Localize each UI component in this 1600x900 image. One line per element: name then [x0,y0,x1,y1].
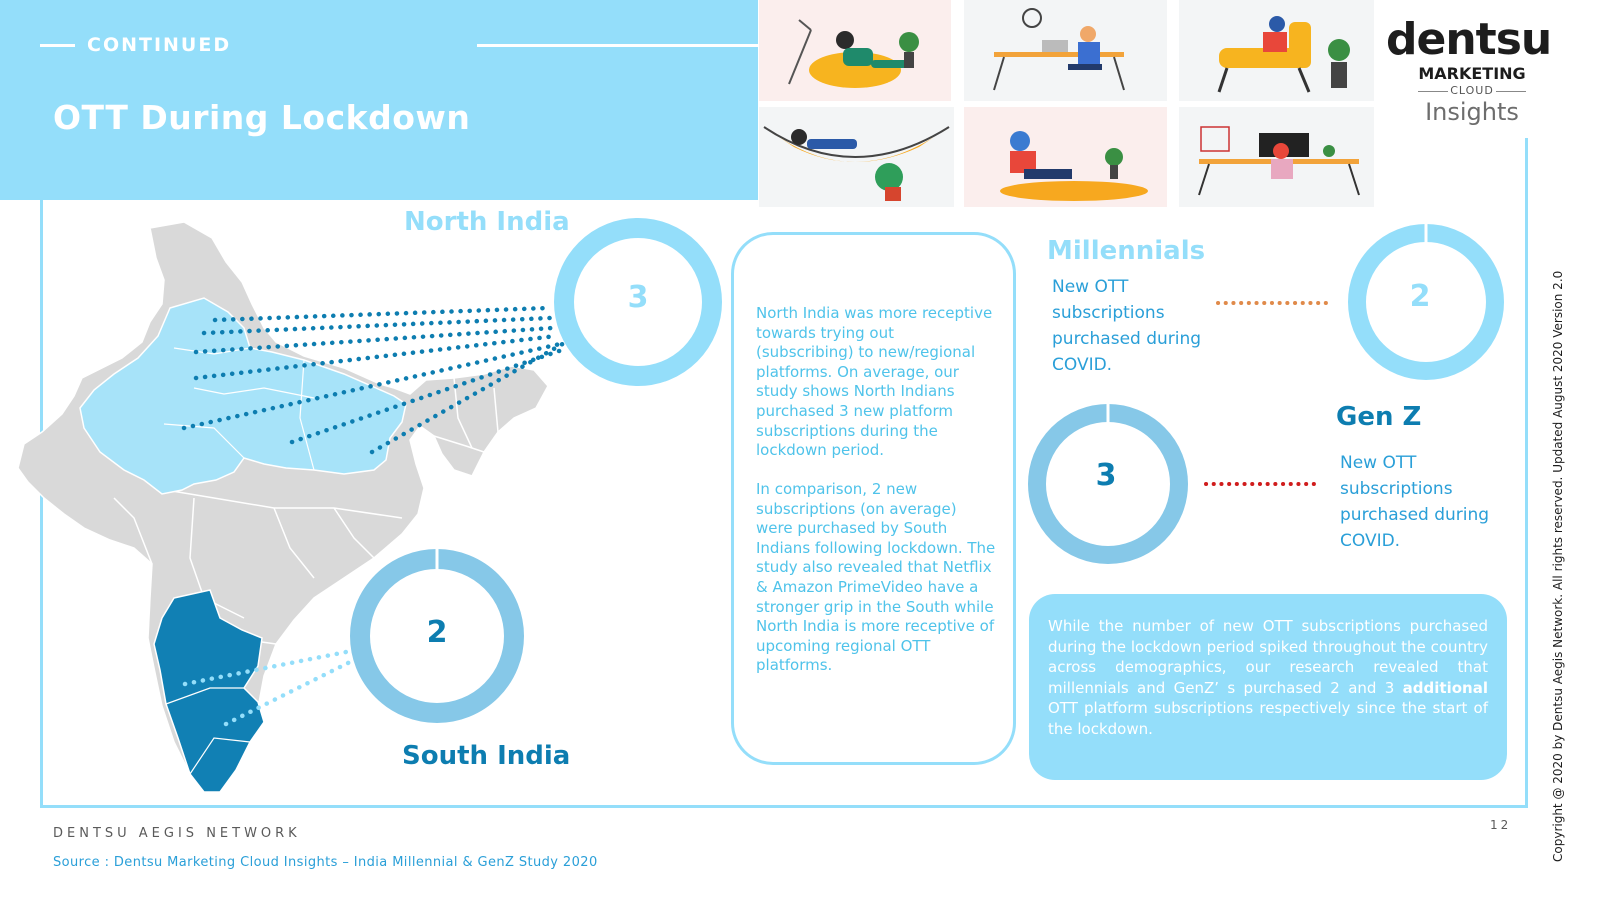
footer-source: Source : Dentsu Marketing Cloud Insights – India Millennial & GenZ Study 2020 [53,855,598,870]
frame-right [1525,138,1528,808]
summary-text-bold: additional [1402,678,1488,697]
copyright-notice: Copyright @ 2020 by Dentsu Aegis Network. All rights reserved. Updated August 2020 Version 2.0 [1551,270,1565,862]
genz-connector [1200,477,1326,491]
illustration-rug-reader [964,107,1167,207]
logo-insights: Insights [1425,98,1519,126]
genz-value: 3 [1095,458,1117,493]
frame-bottom [40,805,1528,808]
millennials-title: Millennials [1047,236,1206,266]
south-india-value: 2 [426,615,448,650]
north-india-value: 3 [627,280,649,315]
logo-marketing: MARKETING [1418,64,1526,83]
genz-subtitle: New OTT subscriptions purchased during COVID. [1340,453,1490,551]
genz-title: Gen Z [1336,402,1422,432]
illustration-armchair-laptop [1179,0,1374,101]
dentsu-logo: dentsu [1386,14,1552,65]
illustration-beanbag-reader [759,0,951,101]
description-paragraph-1: North India was more receptive towards trying out (subscribing) to new/regional platforms. On average, our study shows North Indians purchased 3 new platform subscriptions during the lockdown period. [756,304,993,460]
millennials-value: 2 [1409,279,1431,314]
south-india-label: South India [402,741,571,771]
summary-text-after: OTT platform subscriptions respectively since the start of the lockdown. [1048,699,1488,738]
logo-cloud: CLOUD [1450,84,1494,97]
millennials-subtitle: New OTT subscriptions purchased during COVID. [1052,277,1202,375]
summary-text-before: While the number of new OTT subscriptions purchased during the lockdown period spiked throughout the country across demographics, our research revealed that millennials and GenZ’ s purchased 2 and 3 [1048,617,1488,697]
north-india-label: North India [404,207,570,237]
logo-cloud-rule-right [1496,91,1526,92]
footer-network: DENTSU AEGIS NETWORK [53,826,301,841]
illustration-desk-laptop [964,0,1167,101]
millennials-connector [1212,296,1336,310]
summary-text [1048,616,1488,739]
continued-label: CONTINUED [87,34,232,56]
description-paragraph-2: In comparison, 2 new subscriptions (on average) were purchased by South Indians following lockdown. The study also revealed that Netflix & Amazon PrimeVideo have a stronger grip in the South while North India is more receptive of upcoming regional OTT platforms. [756,480,996,675]
illustration-hammock [759,107,954,207]
page-title: OTT During Lockdown [53,98,471,137]
page-number: 12 [1490,818,1512,832]
illustration-desk-computer [1179,107,1374,207]
